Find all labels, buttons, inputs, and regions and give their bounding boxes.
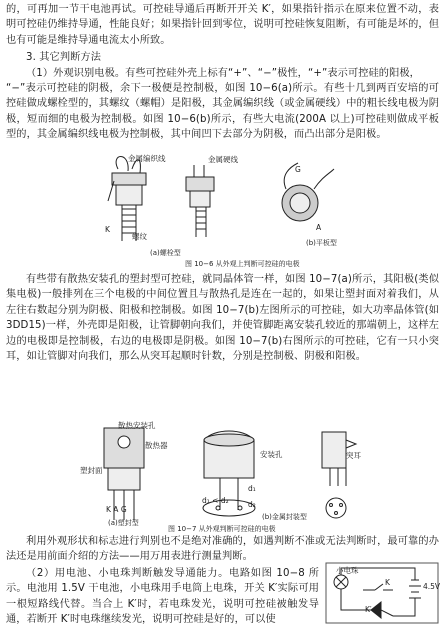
label-braid: 金属编织线 (128, 154, 166, 163)
subcaption-107a: (a)塑封型 (108, 519, 139, 527)
label-plastic-face: 塑封面 (80, 466, 103, 475)
tab-icon (346, 440, 356, 448)
mounting-hole-icon (118, 436, 130, 448)
bolt-thread-icon (122, 209, 136, 233)
label-mount-hole: 散热安装孔 (118, 421, 156, 430)
paragraph-reliability: 利用外观形状和标志进行判别也不是绝对准确的，如遇判断不准或无法判断时，最可靠的办法还是用前面介绍的方法——用万用表进行测量判断。 (6, 536, 439, 563)
label-k-106: K (105, 225, 110, 234)
paragraph-battery-test: （2）用电池、小电珠判断触发导通能力。电路如图 10−8 所示。电池用 1.5V 干电池，小电珠用手电筒上电珠，开关 K′实际可用一根短路线代替。当合上 K′时，若电珠发光，说明可控硅被触发导通，若断开 K′时电珠继续发光，说明可控硅是好的，可以使 (6, 568, 319, 626)
label-voltage: 4.5V (423, 582, 441, 591)
subsection-heading: （1）外观识别电极。有些可控硅外壳上标有“+”、“−”极性，“+”表示可控硅的阳极， (26, 68, 420, 79)
subcaption-106a: (a)螺栓型 (150, 249, 181, 257)
switch-k-icon (375, 584, 383, 590)
label-k-prime: K′ (365, 605, 372, 614)
label-kag: K A G (106, 505, 127, 514)
battery-icon (409, 580, 421, 598)
caption-10-6: 图 10−6 从外观上判断可控硅的电极 (185, 260, 300, 268)
braid-lead-icon (116, 157, 128, 172)
label-a-106: A (316, 223, 322, 232)
label-d2: d₂ (248, 500, 256, 509)
subcaption-106b: (b)平板型 (306, 239, 337, 247)
caption-10-7: 图 10−7 从外观判断可控硅的电极 (168, 525, 276, 533)
label-bolt: 螺纹 (132, 232, 147, 241)
paragraph-appearance: “−”表示可控硅的阴极，余下一极便是控制极，如图 10−6(a)所示。有些十几到两百安培的可控硅做成螺栓型的，其螺纹（螺帽）是阳极，其金属编织线（或金属硬线）中的粗长线电极为阴极，短而细的电极为控制极。如图 10−6(b)所示，有些大电流(200A 以上)可控硅则做成平板型的，其金属编织线电极为控制极，其中间凹下去部分为阴极，而凸出部分是阳极。 (6, 83, 439, 141)
scr-icon (371, 602, 381, 618)
label-hard-wire: 金属硬线 (208, 155, 238, 164)
paragraph-continuation: 的，可再加一节干电池再试。可控硅导通后再断开开关 K′，如果指针指示在原来位置不动，表明可控硅仍维持导通，性能良好；如果指针回到零位，说明可控硅恢复阻断，有可能是坏的，但也有可能是维持导通电流太小所致。 (6, 4, 439, 46)
label-heatsink: 散热器 (145, 441, 168, 450)
label-d-relation: d₁ < d₂ (202, 496, 229, 505)
label-bulb: 小电珠 (336, 566, 359, 575)
label-tab: 突耳 (346, 451, 361, 460)
label-install-hole: 安装孔 (260, 450, 283, 459)
paragraph-plastic: 有些带有散热安装孔的塑封型可控硅，就同晶体管一样，如图 10−7(a)所示，其阳极(类似集电极)一般排列在三个电极的中间位置且与散热孔是连在一起的，如果让塑封面对着我们，从左往右数起分别为阴极、阳极和控制极。如图 10−7(b)左图所示的可控硅，如大功率晶体管(如 3DD15)一样，外壳即是阳极，让管脚朝向我们，并使管脚距离安装孔较近的那端朝上，这样左边的电极即是控制极，右边的电极即是阴极。如图 10−7(b)右图所示的可控硅，它有一只小突耳，如让管脚对向我们，那么从突耳起顺时针数，分别是控制极、阴极和阳极。 (6, 274, 439, 363)
section-heading: 3. 其它判断方法 (26, 52, 101, 63)
label-k: K (385, 578, 390, 587)
subcaption-107b: (b)金属封装型 (262, 513, 307, 521)
label-d1: d₁ (248, 484, 256, 493)
label-g-106: G (295, 165, 301, 174)
